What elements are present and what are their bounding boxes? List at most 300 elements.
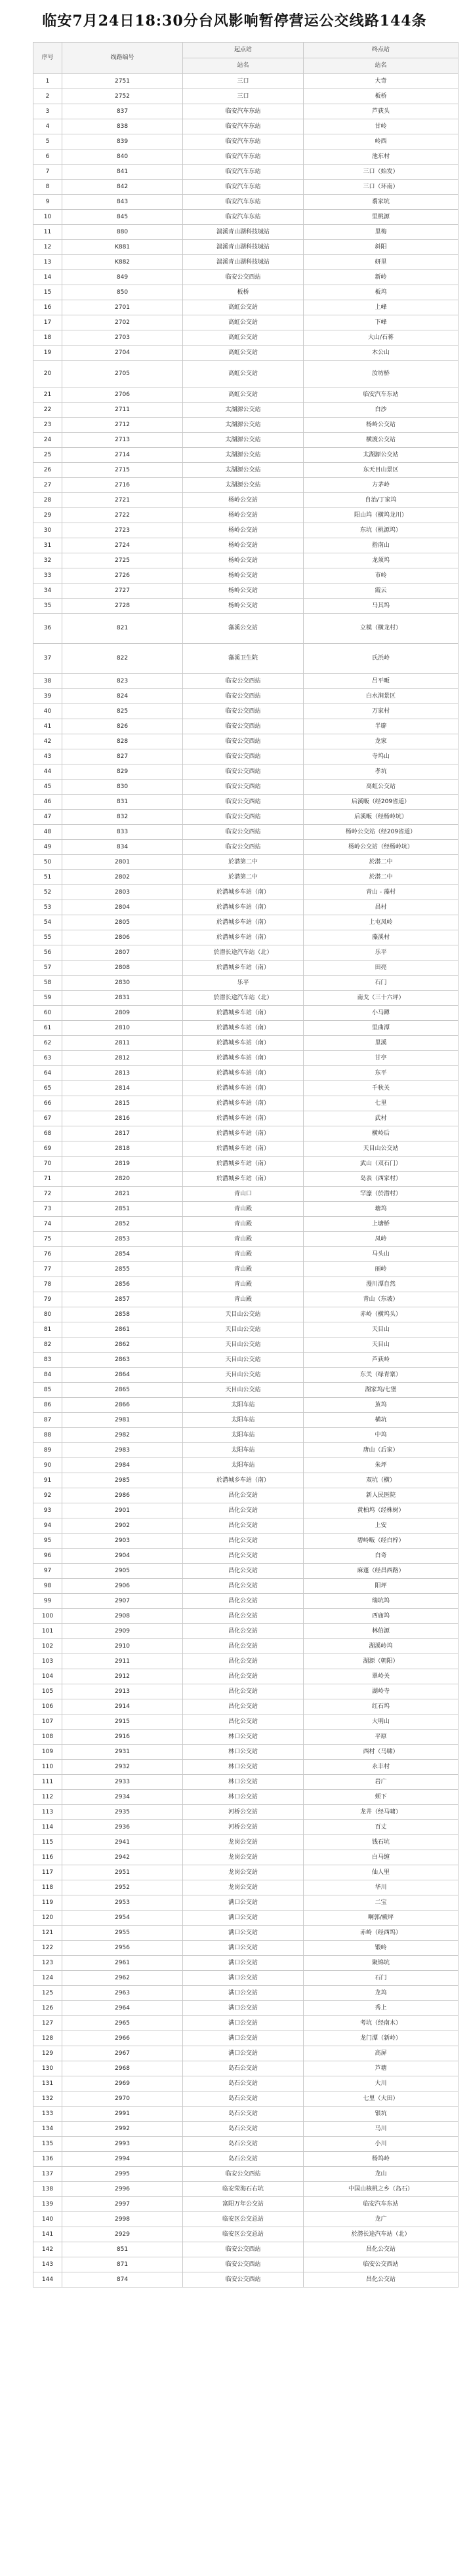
page-title: 临安7月24日18:30分台风影响暂停营运公交线路144条	[42, 12, 427, 30]
cell-start-station: 昌化公交站	[183, 1579, 304, 1594]
table-row	[33, 1835, 459, 1850]
cell-start-station: 太湖源公交站	[183, 478, 304, 493]
cell-start-station: 临安公交西站	[183, 825, 304, 840]
cell-seq: 33	[33, 568, 62, 584]
cell-route-code: 2966	[62, 2031, 183, 2046]
cell-start-station: 杨岭公交站	[183, 553, 304, 568]
table-row	[33, 2227, 459, 2242]
cell-end-station: 平原	[304, 1730, 459, 1745]
cell-route-code: 2986	[62, 1488, 183, 1503]
cell-end-station: 罕濠（於潜村）	[304, 1187, 459, 1202]
cell-start-station: 高虹公交站	[183, 346, 304, 361]
cell-route-code: 2858	[62, 1307, 183, 1322]
cell-seq: 16	[33, 300, 62, 315]
table-row	[33, 240, 459, 255]
table-row	[33, 2076, 459, 2091]
cell-route-code: 2857	[62, 1292, 183, 1307]
cell-route-code: 2965	[62, 2016, 183, 2031]
cell-end-station: 赤岭（经西坞）	[304, 1926, 459, 1941]
cell-start-station: 林口公交站	[183, 1745, 304, 1760]
cell-seq: 105	[33, 1684, 62, 1699]
cell-seq: 36	[33, 614, 62, 644]
table-row	[33, 119, 459, 134]
cell-seq: 127	[33, 2016, 62, 2031]
cell-end-station: 龙广	[304, 2212, 459, 2227]
cell-seq: 102	[33, 1639, 62, 1654]
cell-start-station: 岛石公交站	[183, 2152, 304, 2167]
cell-end-station: 白奇	[304, 1549, 459, 1564]
table-row	[33, 1066, 459, 1081]
cell-start-station: 於潜长途汽车站（北）	[183, 945, 304, 961]
cell-end-station: 翠岭关	[304, 1669, 459, 1684]
cell-start-station: 临安汽车东站	[183, 180, 304, 195]
table-row	[33, 976, 459, 991]
cell-route-code: 2970	[62, 2091, 183, 2107]
table-row	[33, 1880, 459, 1895]
cell-route-code: 2721	[62, 493, 183, 508]
table-row	[33, 285, 459, 300]
cell-seq: 100	[33, 1609, 62, 1624]
cell-start-station: 於潜城乡车站（南）	[183, 1066, 304, 1081]
cell-seq: 42	[33, 734, 62, 749]
cell-seq: 75	[33, 1232, 62, 1247]
cell-seq: 85	[33, 1383, 62, 1398]
table-row	[33, 2182, 459, 2197]
cell-start-station: 临安公交西站	[183, 810, 304, 825]
cell-end-station: 塘坞	[304, 1202, 459, 1217]
cell-seq: 32	[33, 553, 62, 568]
cell-seq: 86	[33, 1398, 62, 1413]
cell-seq: 17	[33, 315, 62, 330]
cell-route-code: 2992	[62, 2122, 183, 2137]
cell-seq: 70	[33, 1157, 62, 1172]
cell-start-station: 天目山公交站	[183, 1307, 304, 1322]
cell-start-station: 昌化公交站	[183, 1518, 304, 1534]
table-row	[33, 2167, 459, 2182]
cell-start-station: 於潜城乡车站（南）	[183, 1006, 304, 1021]
cell-start-station: 岛石公交站	[183, 2091, 304, 2107]
cell-route-code: 2813	[62, 1066, 183, 1081]
cell-end-station: 漫川潭自然	[304, 1277, 459, 1292]
cell-route-code: 833	[62, 825, 183, 840]
cell-end-station: 三口（始发）	[304, 165, 459, 180]
cell-end-station: 寺坞山	[304, 749, 459, 764]
cell-seq: 52	[33, 885, 62, 900]
cell-seq: 26	[33, 463, 62, 478]
cell-start-station: 临安公交西站	[183, 2167, 304, 2182]
table-row	[33, 180, 459, 195]
cell-start-station: 高虹公交站	[183, 387, 304, 403]
table-row	[33, 749, 459, 764]
cell-end-station: 七里	[304, 1096, 459, 1111]
cell-route-code: 2711	[62, 403, 183, 418]
table-row	[33, 1247, 459, 1262]
cell-route-code: 2705	[62, 361, 183, 387]
table-row	[33, 870, 459, 885]
cell-route-code: 2706	[62, 387, 183, 403]
table-row	[33, 855, 459, 870]
cell-start-station: 昌化公交站	[183, 1609, 304, 1624]
header-code: 线路编号	[62, 43, 183, 74]
cell-route-code: 2831	[62, 991, 183, 1006]
cell-seq: 117	[33, 1865, 62, 1880]
cell-end-station: 丽岭	[304, 1262, 459, 1277]
cell-end-station: 白水涧景区	[304, 689, 459, 704]
cell-start-station: 临安汽车东站	[183, 165, 304, 180]
cell-start-station: 临安公交西站	[183, 689, 304, 704]
cell-start-station: 青山殿	[183, 1217, 304, 1232]
cell-seq: 99	[33, 1594, 62, 1609]
cell-end-station: 湖溪岭坞	[304, 1639, 459, 1654]
cell-route-code: 2995	[62, 2167, 183, 2182]
table-row	[33, 463, 459, 478]
cell-seq: 115	[33, 1835, 62, 1850]
cell-seq: 123	[33, 1956, 62, 1971]
cell-start-station: 於潜城乡车站（南）	[183, 1126, 304, 1141]
cell-route-code: 2830	[62, 976, 183, 991]
cell-start-station: 临安公交西站	[183, 2257, 304, 2272]
cell-seq: 134	[33, 2122, 62, 2137]
cell-end-station: 东关（绿青寨）	[304, 1368, 459, 1383]
table-row	[33, 2091, 459, 2107]
cell-seq: 34	[33, 584, 62, 599]
cell-end-station: 翥家坑	[304, 195, 459, 210]
cell-end-station: 马头山	[304, 1247, 459, 1262]
cell-start-station: 临安汽车东站	[183, 149, 304, 165]
cell-end-station: 昌化公交站	[304, 2242, 459, 2257]
cell-start-station: 临安汽车东站	[183, 134, 304, 149]
cell-route-code: 2907	[62, 1594, 183, 1609]
table-row	[33, 1488, 459, 1503]
cell-route-code: 2983	[62, 1443, 183, 1458]
cell-start-station: 河桥公交站	[183, 1820, 304, 1835]
cell-seq: 40	[33, 704, 62, 719]
cell-route-code: 874	[62, 2272, 183, 2288]
cell-end-station: 半辟	[304, 719, 459, 734]
header-end-group: 终点站	[304, 43, 459, 58]
cell-end-station: 百丈	[304, 1820, 459, 1835]
cell-end-station: 后溪畈（经209省道）	[304, 795, 459, 810]
cell-route-code: 2818	[62, 1141, 183, 1157]
cell-end-station: 唐山（后家）	[304, 1443, 459, 1458]
table-row	[33, 1021, 459, 1036]
cell-start-station: 临安公交西站	[183, 674, 304, 689]
cell-seq: 24	[33, 433, 62, 448]
cell-start-station: 天目山公交站	[183, 1322, 304, 1338]
table-row	[33, 387, 459, 403]
cell-end-station: 大山/石蒋	[304, 330, 459, 346]
cell-start-station: 林口公交站	[183, 1730, 304, 1745]
cell-route-code: 2994	[62, 2152, 183, 2167]
cell-route-code: 2955	[62, 1926, 183, 1941]
cell-seq: 77	[33, 1262, 62, 1277]
cell-route-code: 849	[62, 270, 183, 285]
cell-end-station: 临安汽车东站	[304, 387, 459, 403]
table-row	[33, 403, 459, 418]
cell-end-station: 木公山	[304, 346, 459, 361]
cell-start-station: 於潜城乡车站（南）	[183, 915, 304, 930]
cell-end-station: 於潜二中	[304, 855, 459, 870]
cell-start-station: 太阳车站	[183, 1443, 304, 1458]
cell-start-station: 於潜城乡车站（南）	[183, 1051, 304, 1066]
cell-route-code: 2906	[62, 1579, 183, 1594]
cell-end-station: 聚锦坑	[304, 1956, 459, 1971]
table-row	[33, 961, 459, 976]
cell-seq: 14	[33, 270, 62, 285]
cell-route-code: 2752	[62, 89, 183, 104]
cell-end-station: 田亮	[304, 961, 459, 976]
cell-end-station: 钱石坑	[304, 1835, 459, 1850]
table-row	[33, 1654, 459, 1669]
cell-start-station: 湍溪青山湖科技城站	[183, 255, 304, 270]
cell-end-station: 三口（环南）	[304, 180, 459, 195]
cell-end-station: 杨岭公交站（经209省道）	[304, 825, 459, 840]
cell-end-station: 杨坞岭	[304, 2152, 459, 2167]
header-start-group: 起点站	[183, 43, 304, 58]
cell-end-station: 白马缠	[304, 1850, 459, 1865]
cell-end-station: 高虹公交站	[304, 780, 459, 795]
cell-seq: 79	[33, 1292, 62, 1307]
table-row	[33, 1820, 459, 1835]
cell-seq: 43	[33, 749, 62, 764]
cell-seq: 94	[33, 1518, 62, 1534]
cell-start-station: 满口公交站	[183, 2031, 304, 2046]
cell-end-station: 青山 - 藻村	[304, 885, 459, 900]
cell-route-code: 2963	[62, 1986, 183, 2001]
cell-end-station: 立模（横龙村）	[304, 614, 459, 644]
table-row	[33, 795, 459, 810]
cell-seq: 80	[33, 1307, 62, 1322]
table-row	[33, 1790, 459, 1805]
table-row	[33, 614, 459, 644]
cell-start-station: 昌化公交站	[183, 1549, 304, 1564]
table-row	[33, 1624, 459, 1639]
cell-route-code: 2933	[62, 1775, 183, 1790]
cell-route-code: 843	[62, 195, 183, 210]
cell-route-code: 2911	[62, 1654, 183, 1669]
cell-start-station: 林口公交站	[183, 1775, 304, 1790]
cell-start-station: 满口公交站	[183, 1926, 304, 1941]
cell-seq: 89	[33, 1443, 62, 1458]
cell-route-code: 2816	[62, 1111, 183, 1126]
table-row	[33, 300, 459, 315]
cell-route-code: 2727	[62, 584, 183, 599]
cell-end-station: 永丰村	[304, 1760, 459, 1775]
cell-route-code: 2962	[62, 1971, 183, 1986]
table-row	[33, 1036, 459, 1051]
cell-seq: 72	[33, 1187, 62, 1202]
cell-start-station: 青山殿	[183, 1202, 304, 1217]
cell-route-code: 2951	[62, 1865, 183, 1880]
cell-route-code: 831	[62, 795, 183, 810]
cell-route-code: 2903	[62, 1534, 183, 1549]
cell-route-code: 2809	[62, 1006, 183, 1021]
cell-start-station: 於潜城乡车站（南）	[183, 1036, 304, 1051]
cell-route-code: 2909	[62, 1624, 183, 1639]
cell-seq: 15	[33, 285, 62, 300]
cell-route-code: 837	[62, 104, 183, 119]
cell-end-station: 於潜长途汽车站（北）	[304, 2227, 459, 2242]
cell-route-code: 2807	[62, 945, 183, 961]
cell-route-code: 2851	[62, 1202, 183, 1217]
cell-start-station: 藻溪公交站	[183, 614, 304, 644]
header-row-1	[33, 43, 459, 58]
cell-end-station: 横坑	[304, 1413, 459, 1428]
cell-route-code: 2998	[62, 2212, 183, 2227]
table-row	[33, 1202, 459, 1217]
cell-start-station: 临安汽车东站	[183, 210, 304, 225]
cell-route-code: 2808	[62, 961, 183, 976]
cell-start-station: 於潜第二中	[183, 870, 304, 885]
cell-end-station: 乐平	[304, 945, 459, 961]
cell-end-station: 颊下	[304, 1790, 459, 1805]
cell-seq: 29	[33, 508, 62, 523]
cell-route-code: 840	[62, 149, 183, 165]
table-row	[33, 165, 459, 180]
cell-seq: 98	[33, 1579, 62, 1594]
cell-route-code: 2712	[62, 418, 183, 433]
cell-route-code: 824	[62, 689, 183, 704]
cell-end-station: 阳山坞（横坞龙川）	[304, 508, 459, 523]
cell-end-station: 甘岭	[304, 119, 459, 134]
table-row	[33, 1413, 459, 1428]
cell-end-station: 临安公交西站	[304, 2257, 459, 2272]
cell-seq: 59	[33, 991, 62, 1006]
table-row	[33, 104, 459, 119]
cell-seq: 49	[33, 840, 62, 855]
cell-seq: 20	[33, 361, 62, 387]
cell-seq: 132	[33, 2091, 62, 2107]
table-row	[33, 810, 459, 825]
cell-end-station: 龙须坞	[304, 553, 459, 568]
cell-end-station: 板桥	[304, 89, 459, 104]
table-row	[33, 930, 459, 945]
cell-start-station: 乐平	[183, 976, 304, 991]
cell-start-station: 昌化公交站	[183, 1534, 304, 1549]
cell-start-station: 高虹公交站	[183, 315, 304, 330]
cell-route-code: 850	[62, 285, 183, 300]
cell-end-station: 麻蓬（经昌西路）	[304, 1564, 459, 1579]
table-row	[33, 2242, 459, 2257]
cell-end-station: 於潜二中	[304, 870, 459, 885]
cell-end-station: 指南山	[304, 538, 459, 553]
routes-table	[33, 42, 459, 2288]
cell-start-station: 於潜城乡车站（南）	[183, 1081, 304, 1096]
cell-seq: 41	[33, 719, 62, 734]
table-row	[33, 1534, 459, 1549]
cell-route-code: 832	[62, 810, 183, 825]
cell-end-station: 横岭后	[304, 1126, 459, 1141]
cell-route-code: 2934	[62, 1790, 183, 1805]
cell-end-station: 龙家	[304, 734, 459, 749]
cell-seq: 130	[33, 2061, 62, 2076]
cell-end-station: 上峰	[304, 300, 459, 315]
cell-seq: 65	[33, 1081, 62, 1096]
cell-seq: 73	[33, 1202, 62, 1217]
cell-end-station: 市岭	[304, 568, 459, 584]
cell-seq: 104	[33, 1669, 62, 1684]
cell-route-code: 2997	[62, 2197, 183, 2212]
table-row	[33, 1926, 459, 1941]
cell-seq: 39	[33, 689, 62, 704]
cell-seq: 54	[33, 915, 62, 930]
cell-start-station: 杨岭公交站	[183, 568, 304, 584]
table-row	[33, 1081, 459, 1096]
cell-seq: 129	[33, 2046, 62, 2061]
cell-start-station: 青山殿	[183, 1292, 304, 1307]
cell-end-station: 大明山	[304, 1714, 459, 1730]
cell-seq: 118	[33, 1880, 62, 1895]
table-row	[33, 915, 459, 930]
cell-end-station: 后溪畈（经杨岭坑）	[304, 810, 459, 825]
cell-end-station: 瑞坑坞	[304, 1594, 459, 1609]
table-row	[33, 149, 459, 165]
cell-start-station: 高虹公交站	[183, 330, 304, 346]
cell-start-station: 昌化公交站	[183, 1699, 304, 1714]
cell-route-code: 2811	[62, 1036, 183, 1051]
cell-seq: 6	[33, 149, 62, 165]
cell-route-code: 2967	[62, 2046, 183, 2061]
cell-end-station: 高屏	[304, 2046, 459, 2061]
cell-start-station: 昌化公交站	[183, 1714, 304, 1730]
cell-route-code: 880	[62, 225, 183, 240]
cell-start-station: 满口公交站	[183, 2016, 304, 2031]
cell-route-code: 825	[62, 704, 183, 719]
cell-seq: 61	[33, 1021, 62, 1036]
cell-start-station: 青山殿	[183, 1262, 304, 1277]
cell-seq: 57	[33, 961, 62, 976]
cell-seq: 47	[33, 810, 62, 825]
cell-route-code: 2820	[62, 1172, 183, 1187]
table-row	[33, 1564, 459, 1579]
cell-seq: 83	[33, 1353, 62, 1368]
table-row	[33, 134, 459, 149]
table-row	[33, 361, 459, 387]
cell-seq: 67	[33, 1111, 62, 1126]
cell-start-station: 昌化公交站	[183, 1488, 304, 1503]
cell-start-station: 岛石公交站	[183, 2076, 304, 2091]
table-row	[33, 74, 459, 89]
cell-seq: 143	[33, 2257, 62, 2272]
cell-start-station: 临安公交西站	[183, 840, 304, 855]
cell-end-station: 马川	[304, 2122, 459, 2137]
cell-seq: 140	[33, 2212, 62, 2227]
cell-start-station: 於潜城乡车站（南）	[183, 1111, 304, 1126]
cell-start-station: 青山殿	[183, 1247, 304, 1262]
cell-route-code: 2931	[62, 1745, 183, 1760]
cell-end-station: 仙人里	[304, 1865, 459, 1880]
cell-route-code: 2854	[62, 1247, 183, 1262]
cell-end-station: 西庙坞	[304, 1609, 459, 1624]
table-row	[33, 1232, 459, 1247]
cell-seq: 136	[33, 2152, 62, 2167]
cell-start-station: 於潜城乡车站（南）	[183, 1172, 304, 1187]
cell-route-code: 2716	[62, 478, 183, 493]
cell-seq: 76	[33, 1247, 62, 1262]
table-row	[33, 945, 459, 961]
cell-start-station: 临安公交西站	[183, 780, 304, 795]
cell-route-code: K881	[62, 240, 183, 255]
table-row	[33, 1850, 459, 1865]
cell-seq: 44	[33, 764, 62, 780]
cell-seq: 124	[33, 1971, 62, 1986]
cell-end-station: 新人民医院	[304, 1488, 459, 1503]
cell-end-station: 赤岭（横坞头）	[304, 1307, 459, 1322]
cell-end-station: 林伯源	[304, 1624, 459, 1639]
table-row	[33, 1503, 459, 1518]
cell-route-code: 2910	[62, 1639, 183, 1654]
cell-route-code: 829	[62, 764, 183, 780]
